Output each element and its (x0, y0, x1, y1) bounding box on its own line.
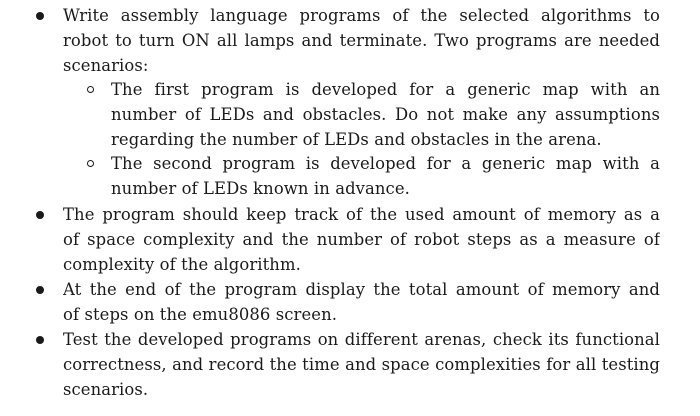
bullet-2-line-1: The program should keep track of the used amount of memory as a (63, 205, 660, 224)
bullet-4-line-1: Test the developed programs on different arenas, check its functional (63, 330, 660, 349)
sub-bullet-ring (87, 160, 94, 167)
bullet-4-line-2: correctness, and record the time and space complexities for all testing (63, 355, 660, 374)
bullet-dot (36, 336, 44, 344)
bullet-4-line-3: scenarios. (63, 380, 149, 399)
bullet-dot (36, 12, 44, 20)
subitem-2-line-2: number of LEDs known in advance. (111, 179, 410, 198)
subitem-1-line-3: regarding the number of LEDs and obstacles in the arena. (111, 130, 602, 149)
bullet-1-line-3: scenarios: (63, 56, 149, 75)
subitem-2-line-1: The second program is developed for a generic map with a (111, 154, 660, 173)
bullet-1-line-1: Write assembly language programs of the selected algorithms to (63, 6, 660, 25)
bullet-3-line-2: of steps on the emu8086 screen. (63, 305, 338, 324)
subitem-1-line-1: The first program is developed for a generic map with an (111, 80, 660, 99)
bullet-2-line-3: complexity of the algorithm. (63, 255, 301, 274)
bullet-1-line-2: robot to turn ON all lamps and terminate. Two programs are needed (63, 31, 660, 50)
bullet-dot (36, 211, 44, 219)
subitem-1-line-2: number of LEDs and obstacles. Do not make any assumptions (111, 105, 660, 124)
bullet-2-line-2: of space complexity and the number of robot steps as a measure of (63, 230, 660, 249)
bullet-dot (36, 286, 44, 294)
bullet-3-line-1: At the end of the program display the total amount of memory and (63, 280, 660, 299)
sub-bullet-ring (87, 86, 94, 93)
